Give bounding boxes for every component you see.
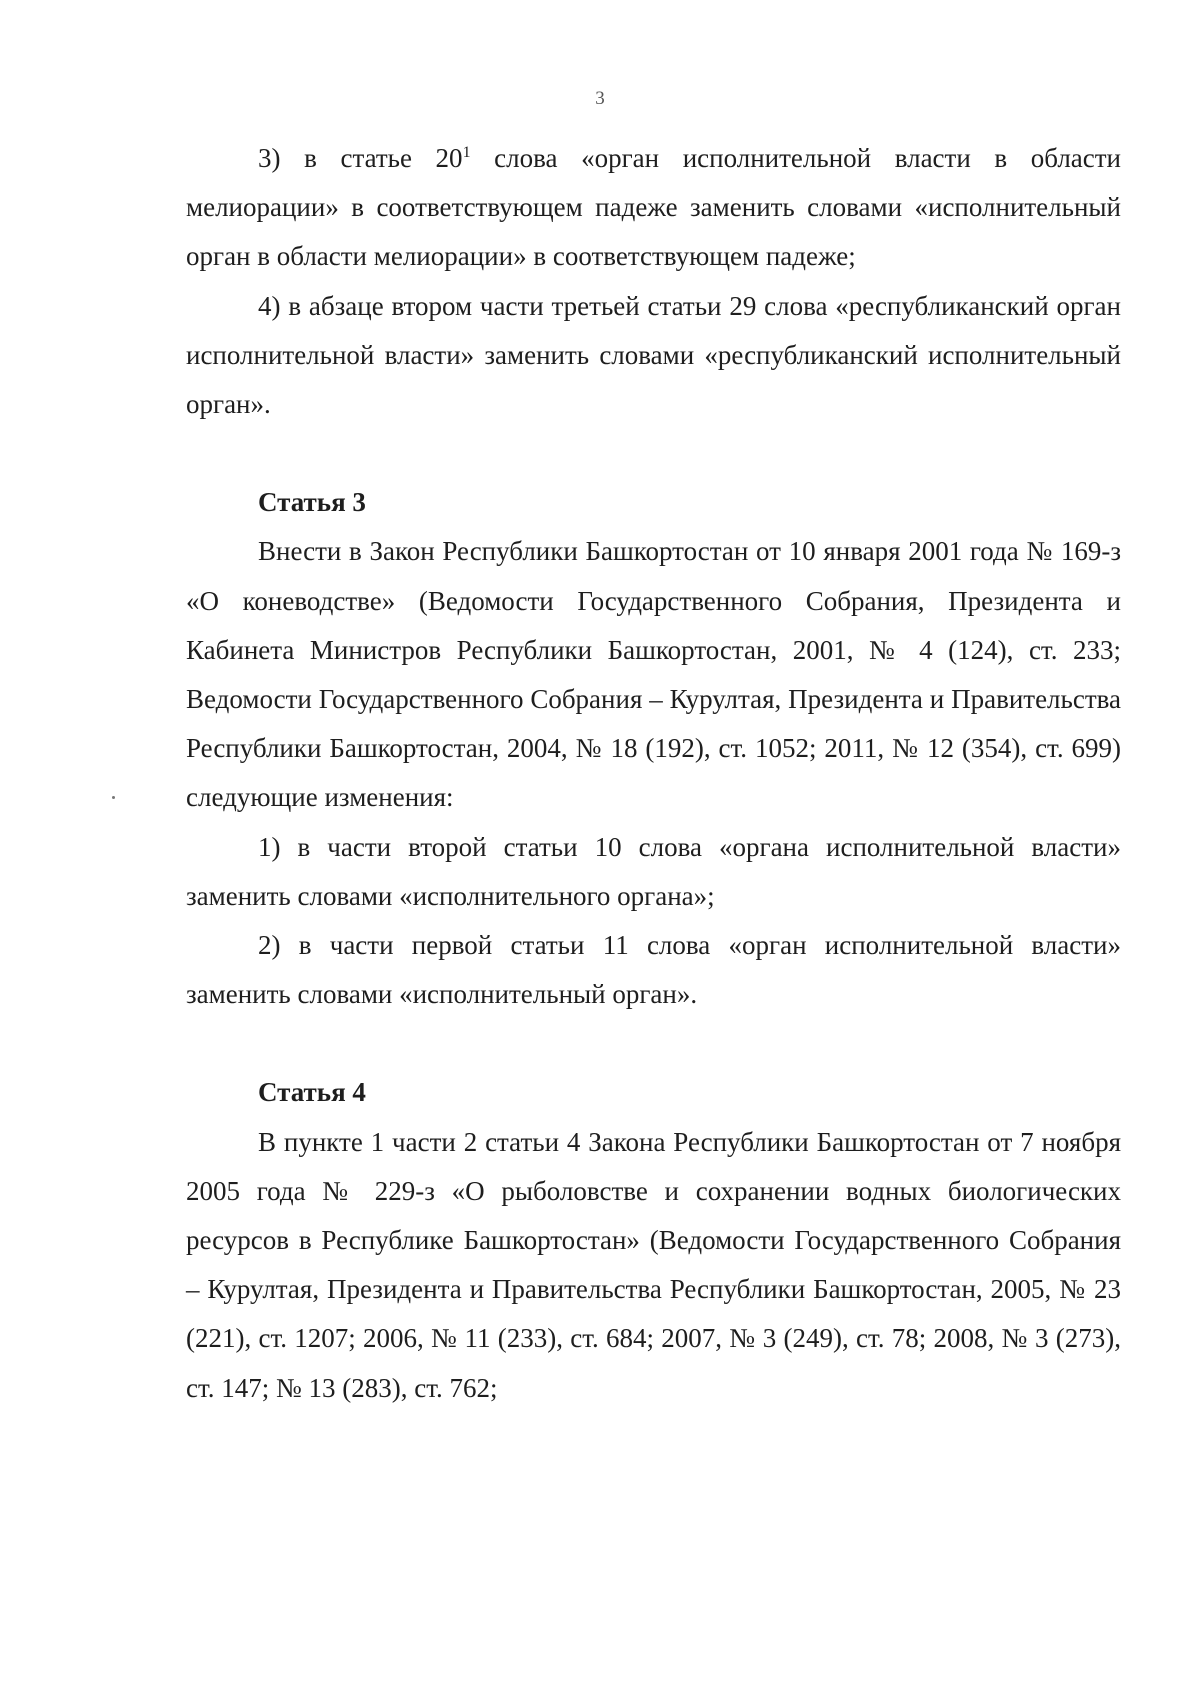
article2-item3 (186, 134, 1121, 282)
article2-item4: 4) в абзаце втором части третьей статьи 29 слова «республиканский орган исполнительной власти» заменить словами «республиканский исполнительный орган». (186, 290, 1121, 420)
article4-text: В пункте 1 части 2 статьи 4 Закона Республики Башкортостан от 7 ноября 2005 года № 229-з «О рыболовстве и сохранении водных биологических ресурсов в Республике Башкортостан» (Ведомости Государственного Собрания – Курултая, Президента и Правительства Республики Башкортостан, 2005, № 23 (221), ст. 1207; 2006, № 11 (233), ст. 684; 2007, № 3 (249), ст. 78; 2008, № 3 (273), ст. 147; № 13 (283), ст. 762; (186, 1126, 1121, 1403)
scan-dot (112, 796, 115, 799)
article3-item2: 2) в части первой статьи 11 слова «орган исполнительной власти» заменить словами «исполнительный орган». (186, 930, 1121, 1010)
article3-heading: Статья 3 (258, 487, 366, 518)
document-body (186, 134, 1121, 1413)
article3-intro: Внести в Закон Республики Башкортостан от 10 января 2001 года № 169-з «О коневодстве» (Ведомости Государственного Собрания, Президента и Кабинета Министров Республики Башкортостан, 2001, № 4 (124), ст. 233; Ведомости Государственного Собрания – Курултая, Президента и Правительства Республики Башкортостан, 2004, № 18 (192), ст. 1052; 2011, № 12 (354), ст. 699) следующие изменения: (186, 536, 1121, 813)
article4-heading: Статья 4 (258, 1077, 366, 1108)
page-number: 3 (595, 88, 605, 109)
superscript-number: 1 (462, 144, 471, 161)
article3-item1: 1) в части второй статьи 10 слова «органа исполнительной власти» заменить словами «исполнительного органа»; (186, 831, 1121, 911)
article2-item3-start: 3) в статье 20 (258, 143, 463, 173)
article2-item3-rest: слова «орган исполнительной власти в области мелиорации» в соответствующем падеже заменить словами «исполнительный орган в области мелиорации» в соответствующем падеже; (186, 143, 1122, 272)
